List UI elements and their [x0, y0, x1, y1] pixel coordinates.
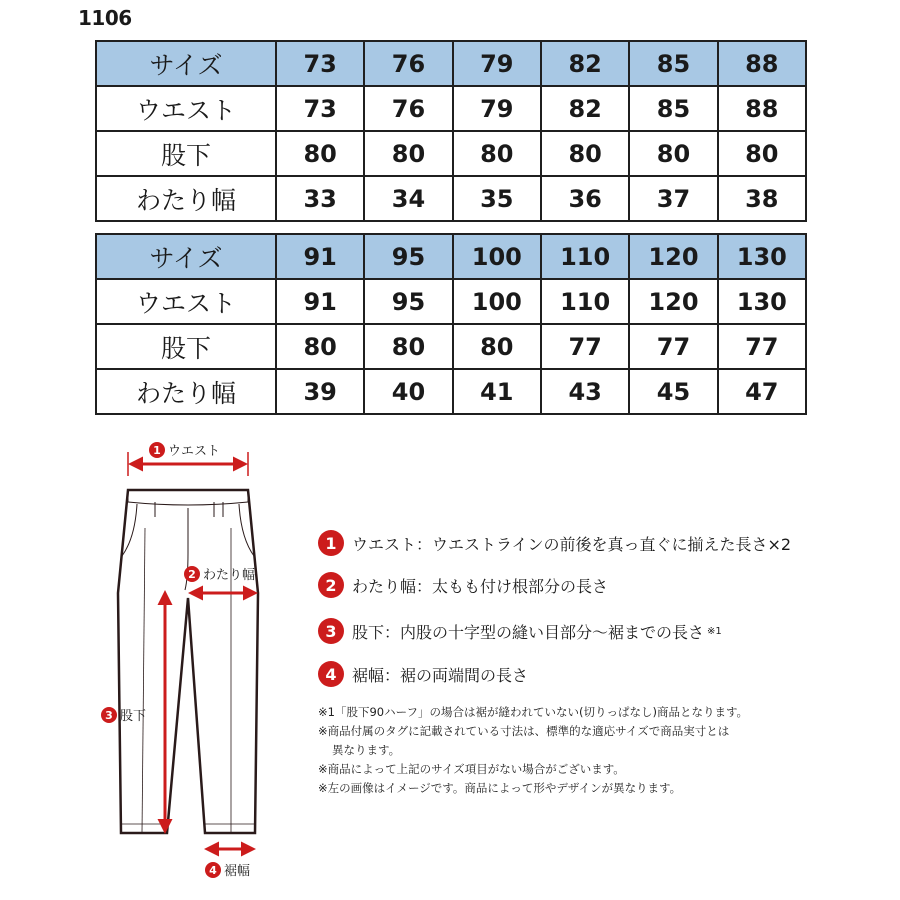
table-cell: 91: [276, 279, 364, 324]
header-cell: 73: [276, 41, 364, 86]
inseam-label: [101, 707, 146, 724]
table-cell: 110: [541, 279, 629, 324]
hem-label: [205, 862, 250, 879]
table-cell: 76: [364, 86, 452, 131]
table-cell: 37: [629, 176, 717, 221]
badge-number: 4: [209, 864, 217, 877]
header-cell: 88: [718, 41, 806, 86]
number-badge: 4: [318, 661, 344, 687]
table-cell: 39: [276, 369, 364, 414]
header-cell: 130: [718, 234, 806, 279]
table-cell: 77: [718, 324, 806, 369]
table-cell: 80: [453, 324, 541, 369]
waist-label-text: ウエスト: [168, 444, 221, 459]
legend-text: 裾幅：裾の両端間の長さ: [352, 665, 529, 685]
header-cell: 85: [629, 41, 717, 86]
table-cell: 36: [541, 176, 629, 221]
table-row: [96, 131, 806, 176]
table-cell: 130: [718, 279, 806, 324]
header-cell: サイズ: [96, 234, 276, 279]
table-cell: 77: [629, 324, 717, 369]
note-line: ※商品付属のタグに記載されている寸法は、標準的な適応サイズで商品実寸とは: [318, 724, 730, 738]
table-cell: 82: [541, 86, 629, 131]
table-cell: 43: [541, 369, 629, 414]
header-cell: 100: [453, 234, 541, 279]
note-line: ※商品によって上記のサイズ項目がない場合がございます。: [318, 762, 625, 776]
notes: [318, 703, 838, 798]
size-table-1: [95, 40, 807, 222]
number-badge: 3: [318, 618, 344, 644]
row-label: ウエスト: [96, 279, 276, 324]
table-cell: 88: [718, 86, 806, 131]
table-cell: 120: [629, 279, 717, 324]
pants-diagram: [95, 438, 285, 888]
header-cell: 79: [453, 41, 541, 86]
legend-text: ウエスト：ウエストラインの前後を真っ直ぐに揃えた長さ×2: [352, 534, 792, 554]
table-cell: 34: [364, 176, 452, 221]
table-row: [96, 176, 806, 221]
table-cell: 79: [453, 86, 541, 131]
table-cell: 80: [364, 131, 452, 176]
table-row: [96, 86, 806, 131]
header-cell: 110: [541, 234, 629, 279]
table-cell: 38: [718, 176, 806, 221]
legend-item-hem: [318, 659, 528, 689]
row-label: ウエスト: [96, 86, 276, 131]
table-header-row: [96, 234, 806, 279]
legend-item-waist: [318, 528, 791, 558]
hem-label-text: 裾幅: [224, 864, 251, 879]
product-code: 1106: [78, 6, 132, 30]
table-row: [96, 369, 806, 414]
row-label: 股下: [96, 324, 276, 369]
badge-number: 2: [188, 568, 196, 581]
header-cell: 95: [364, 234, 452, 279]
thigh-label: [184, 566, 255, 583]
table-cell: 33: [276, 176, 364, 221]
table-cell: 80: [718, 131, 806, 176]
note-line: ※左の画像はイメージです。商品によって形やデザインが異なります。: [318, 781, 682, 795]
row-label: わたり幅: [96, 176, 276, 221]
table-cell: 40: [364, 369, 452, 414]
inseam-label-text: 股下: [120, 709, 147, 724]
legend-item-inseam: [318, 616, 722, 646]
badge-number: 3: [105, 709, 113, 722]
table-cell: 73: [276, 86, 364, 131]
note-line: 異なります。: [332, 743, 401, 757]
size-table-2: [95, 233, 807, 415]
thigh-label-text: わたり幅: [203, 568, 256, 583]
header-cell: 120: [629, 234, 717, 279]
badge-number: 1: [153, 444, 161, 457]
legend-footnote-mark: ※1: [707, 625, 722, 637]
table-cell: 47: [718, 369, 806, 414]
table-cell: 35: [453, 176, 541, 221]
table-cell: 80: [276, 324, 364, 369]
table-header-row: [96, 41, 806, 86]
header-cell: 76: [364, 41, 452, 86]
table-cell: 80: [364, 324, 452, 369]
row-label: わたり幅: [96, 369, 276, 414]
legend-item-thigh: [318, 570, 608, 600]
table-cell: 100: [453, 279, 541, 324]
table-cell: 41: [453, 369, 541, 414]
table-cell: 80: [541, 131, 629, 176]
number-badge: 1: [318, 530, 344, 556]
table-row: [96, 324, 806, 369]
waist-label: [149, 442, 220, 459]
table-cell: 80: [276, 131, 364, 176]
row-label: 股下: [96, 131, 276, 176]
table-cell: 77: [541, 324, 629, 369]
table-cell: 95: [364, 279, 452, 324]
table-cell: 85: [629, 86, 717, 131]
table-cell: 45: [629, 369, 717, 414]
table-cell: 80: [453, 131, 541, 176]
header-cell: サイズ: [96, 41, 276, 86]
header-cell: 91: [276, 234, 364, 279]
table-cell: 80: [629, 131, 717, 176]
table-row: [96, 279, 806, 324]
legend-text: 股下：内股の十字型の縫い目部分〜裾までの長さ: [352, 622, 705, 642]
header-cell: 82: [541, 41, 629, 86]
legend-text: わたり幅：太もも付け根部分の長さ: [352, 576, 609, 596]
note-line: ※1「股下90ハーフ」の場合は裾が縫われていない(切りっぱなし)商品となります。: [318, 705, 749, 719]
number-badge: 2: [318, 572, 344, 598]
